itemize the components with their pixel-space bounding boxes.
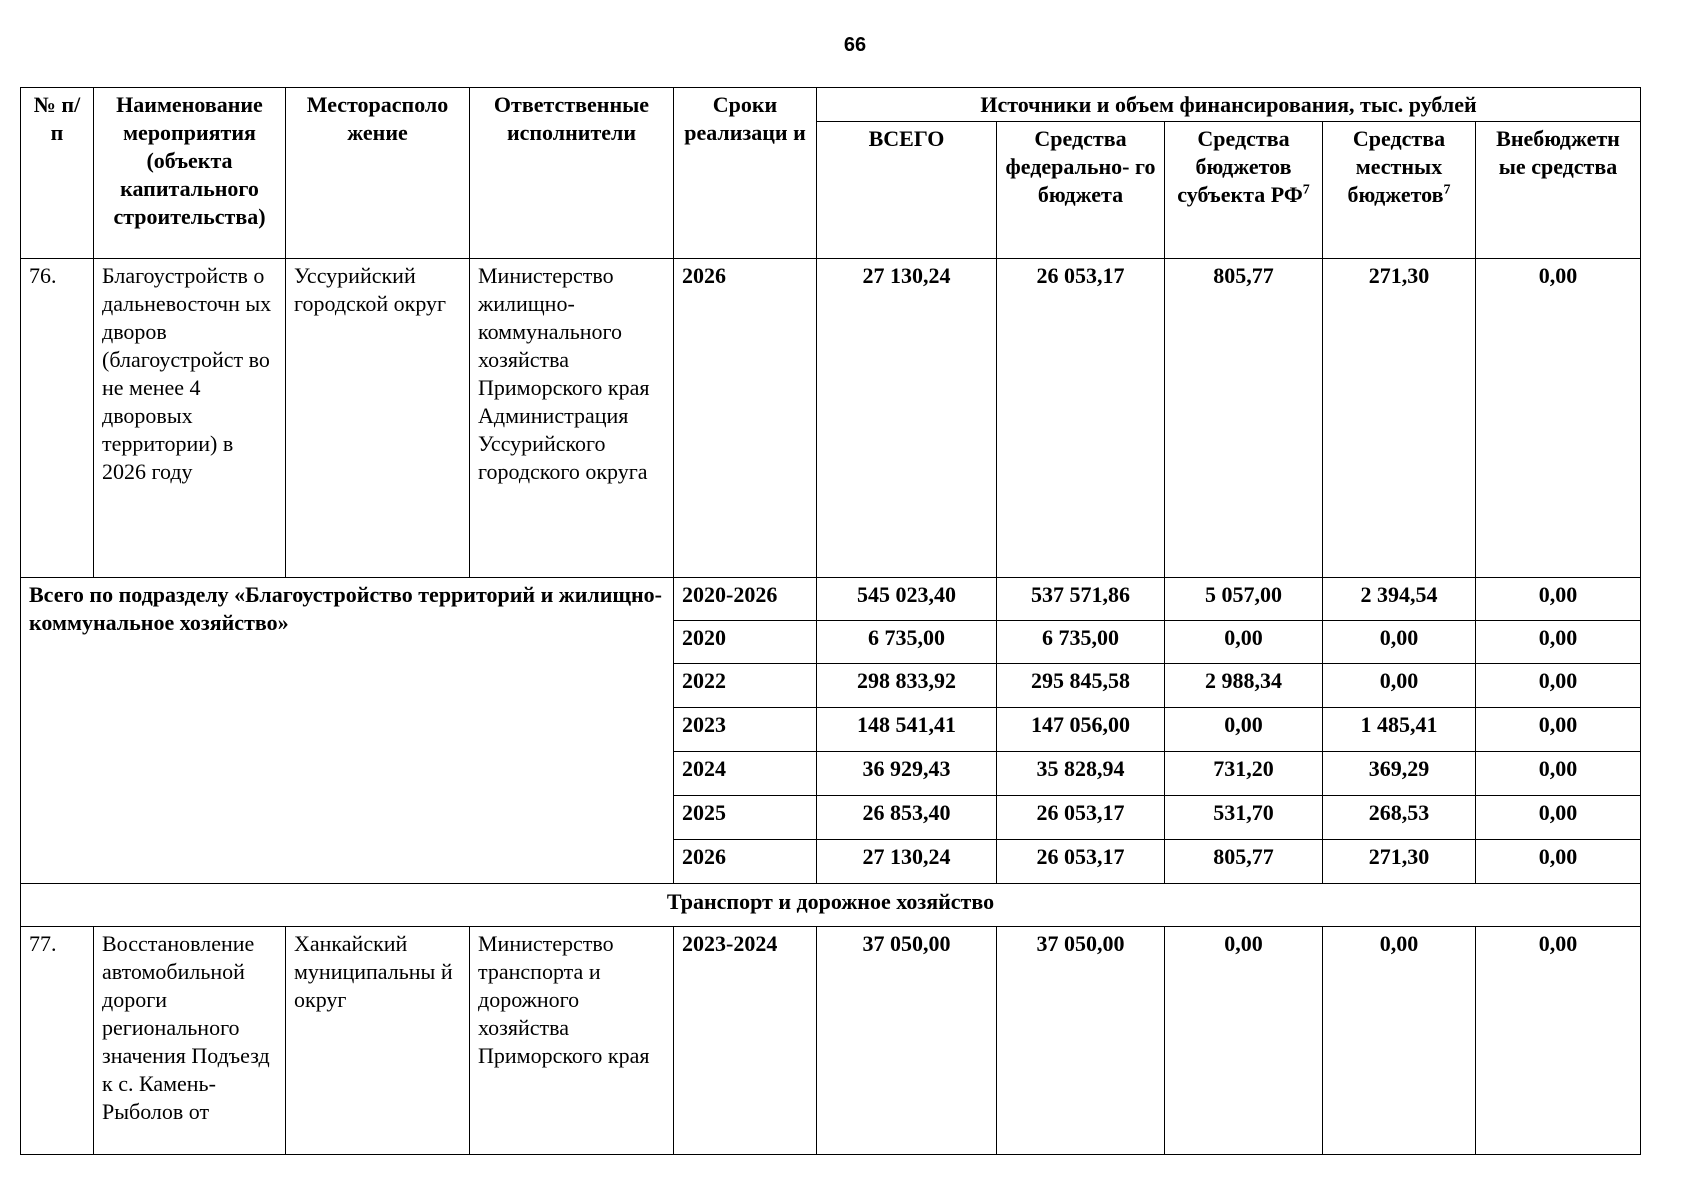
cell-num: 76.: [21, 259, 94, 578]
cell-location: Уссурийский городской округ: [286, 259, 470, 578]
cell-period: 2023-2024: [674, 927, 817, 1155]
cell-extra: 0,00: [1476, 259, 1641, 578]
subtotal-regional: 805,77: [1165, 840, 1323, 884]
cell-regional: 0,00: [1165, 927, 1323, 1155]
header-regional: [1165, 122, 1323, 259]
subtotal-local: 369,29: [1323, 752, 1476, 796]
cell-regional: 805,77: [1165, 259, 1323, 578]
cell-location: Ханкайский муниципальны й округ: [286, 927, 470, 1155]
subtotal-local: 271,30: [1323, 840, 1476, 884]
subtotal-total: 545 023,40: [817, 578, 997, 621]
cell-executors: Министерство жилищно- коммунального хозяйства Приморского края Администрация Уссурийского городского округа: [470, 259, 674, 578]
cell-num: 77.: [21, 927, 94, 1155]
subtotal-local: 0,00: [1323, 664, 1476, 708]
subtotal-federal: 26 053,17: [997, 840, 1165, 884]
subtotal-period: 2020: [674, 621, 817, 664]
subtotal-regional: 2 988,34: [1165, 664, 1323, 708]
page-number: 66: [843, 34, 867, 56]
subtotal-extra: 0,00: [1476, 621, 1641, 664]
subtotal-local: 1 485,41: [1323, 708, 1476, 752]
subtotal-federal: 147 056,00: [997, 708, 1165, 752]
header-executors: Ответственные исполнители: [470, 88, 674, 259]
cell-local: 271,30: [1323, 259, 1476, 578]
subtotal-period: 2024: [674, 752, 817, 796]
cell-total: 27 130,24: [817, 259, 997, 578]
subtotal-period: 2022: [674, 664, 817, 708]
cell-total: 37 050,00: [817, 927, 997, 1155]
subtotal-federal: 295 845,58: [997, 664, 1165, 708]
subtotal-period: 2025: [674, 796, 817, 840]
header-funding-group: Источники и объем финансирования, тыс. рублей: [817, 88, 1641, 122]
subtotal-extra: 0,00: [1476, 664, 1641, 708]
cell-extra: 0,00: [1476, 927, 1641, 1155]
header-federal: Средства федерально- го бюджета: [997, 122, 1165, 259]
subtotal-total: 298 833,92: [817, 664, 997, 708]
section-row: [21, 884, 1641, 927]
header-row-1: [21, 88, 1641, 122]
cell-name: Благоустройств о дальневосточн ых дворов (благоустройст во не менее 4 дворовых территории) в 2026 году: [94, 259, 286, 578]
header-local-text: Средства местных бюджетов: [1347, 126, 1446, 207]
subtotal-period: 2023: [674, 708, 817, 752]
subtotal-period: 2026: [674, 840, 817, 884]
subtotal-extra: 0,00: [1476, 796, 1641, 840]
funding-table: [20, 87, 1641, 1155]
subtotal-local: 268,53: [1323, 796, 1476, 840]
cell-executors: Министерство транспорта и дорожного хозяйства Приморского края: [470, 927, 674, 1155]
subtotal-regional: 731,20: [1165, 752, 1323, 796]
subtotal-extra: 0,00: [1476, 578, 1641, 621]
subtotal-local: 0,00: [1323, 621, 1476, 664]
header-terms: Сроки реализаци и: [674, 88, 817, 259]
cell-federal: 37 050,00: [997, 927, 1165, 1155]
header-regional-text: Средства бюджетов субъекта РФ: [1177, 126, 1303, 207]
subtotal-extra: 0,00: [1476, 708, 1641, 752]
subtotal-extra: 0,00: [1476, 752, 1641, 796]
subtotal-regional: 5 057,00: [1165, 578, 1323, 621]
subtotal-regional: 0,00: [1165, 708, 1323, 752]
subtotal-total: 6 735,00: [817, 621, 997, 664]
subtotal-regional: 0,00: [1165, 621, 1323, 664]
header-extra: Внебюджетн ые средства: [1476, 122, 1641, 259]
header-regional-footnote: 7: [1302, 182, 1310, 198]
section-title: Транспорт и дорожное хозяйство: [21, 884, 1641, 927]
subtotal-total: 148 541,41: [817, 708, 997, 752]
subtotal-label: Всего по подразделу «Благоустройство территорий и жилищно-коммунальное хозяйство»: [21, 578, 674, 884]
subtotal-federal: 537 571,86: [997, 578, 1165, 621]
subtotal-period: 2020-2026: [674, 578, 817, 621]
cell-local: 0,00: [1323, 927, 1476, 1155]
subtotal-extra: 0,00: [1476, 840, 1641, 884]
subtotal-federal: 35 828,94: [997, 752, 1165, 796]
header-local: [1323, 122, 1476, 259]
subtotal-federal: 26 053,17: [997, 796, 1165, 840]
subtotal-local: 2 394,54: [1323, 578, 1476, 621]
subtotal-total: 36 929,43: [817, 752, 997, 796]
cell-period: 2026: [674, 259, 817, 578]
header-name: Наименование мероприятия (объекта капитального строительства): [94, 88, 286, 259]
subtotal-regional: 531,70: [1165, 796, 1323, 840]
subtotal-federal: 6 735,00: [997, 621, 1165, 664]
subtotal-total: 27 130,24: [817, 840, 997, 884]
header-num: № п/п: [21, 88, 94, 259]
cell-name: Восстановление автомобильной дороги регионального значения Подъезд к с. Камень- Рыболов от: [94, 927, 286, 1155]
subtotal-total: 26 853,40: [817, 796, 997, 840]
header-total: ВСЕГО: [817, 122, 997, 259]
subtotal-row: [21, 578, 1641, 621]
table-row-77: [21, 927, 1641, 1155]
header-location: Месторасполо жение: [286, 88, 470, 259]
header-local-footnote: 7: [1443, 182, 1451, 198]
cell-federal: 26 053,17: [997, 259, 1165, 578]
table-row-76: [21, 259, 1641, 578]
